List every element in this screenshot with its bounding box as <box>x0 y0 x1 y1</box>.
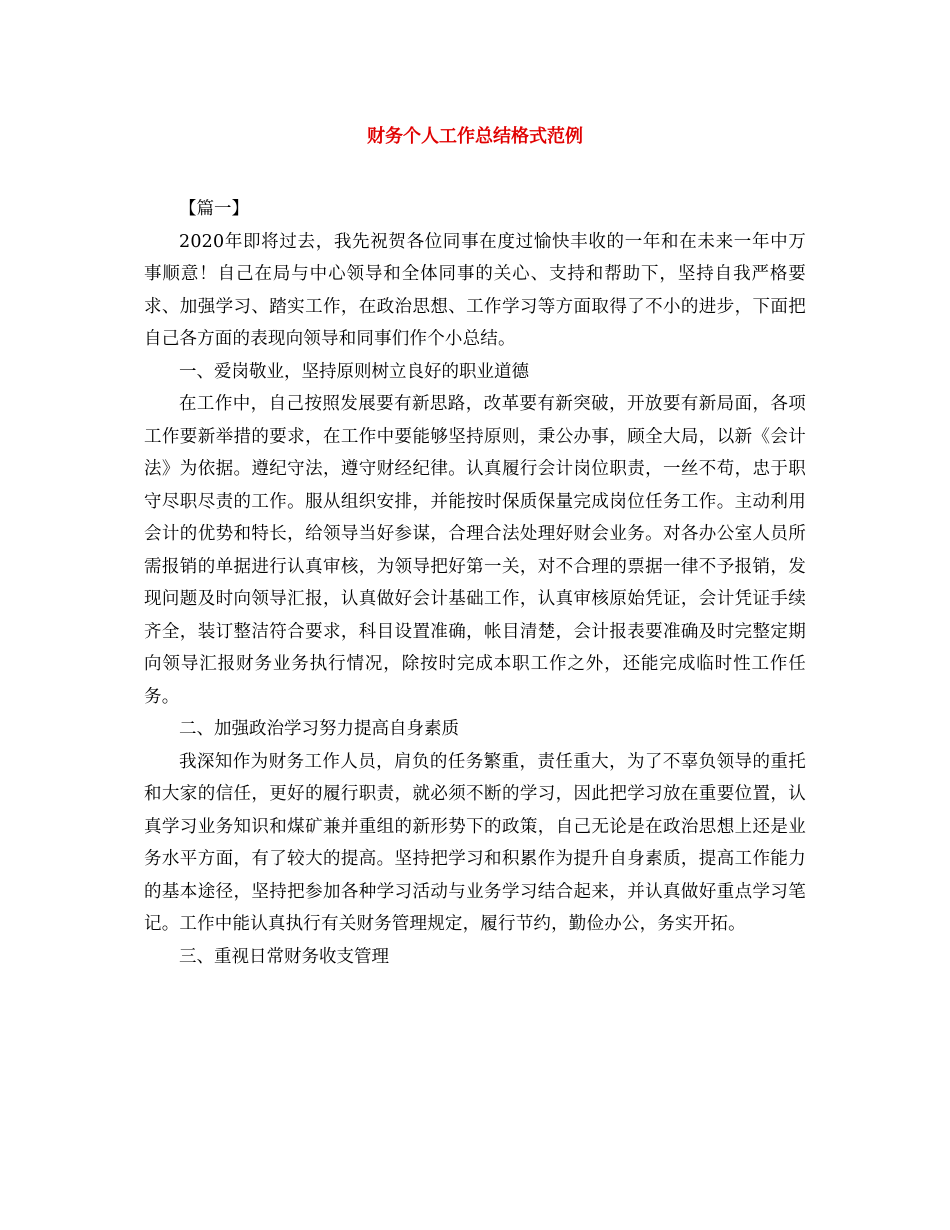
section-heading-1: 一、爱岗敬业，坚持原则树立良好的职业道德 <box>179 361 529 382</box>
section-heading-3: 三、重视日常财务收支管理 <box>179 946 389 967</box>
section-body-2: 我深知作为财务工作人员，肩负的任务繁重，责任重大，为了不辜负领导的重托和大家的信任，更好的履行职责，就必须不断的学习，因此把学习放在重要位置，认真学习业务知识和煤矿兼并重组的新形势下的政策，自己无论是在政治思想上还是业务水平方面，有了较大的提高。坚持把学习和积累作为提升自身素质，提高工作能力的基本途径，坚持把参加各种学习活动与业务学习结合起来，并认真做好重点学习笔记。工作中能认真执行有关财务管理规定，履行节约，勤俭办公，务实开拓。 <box>144 751 806 934</box>
document-title: 财务个人工作总结格式范例 <box>367 126 583 147</box>
section-tag: 【篇一】 <box>179 199 249 219</box>
section-body-1: 在工作中，自己按照发展要有新思路，改革要有新突破，开放要有新局面，各项工作要新举措的要求，在工作中要能够坚持原则，秉公办事，顾全大局，以新《会计法》为依据。遵纪守法，遵守财经纪律。认真履行会计岗位职责，一丝不苟，忠于职守尽职尽责的工作。服从组织安排，并能按时保质保量完成岗位任务工作。主动利用会计的优势和特长，给领导当好参谋，合理合法处理好财会业务。对各办公室人员所需报销的单据进行认真审核，为领导把好第一关，对不合理的票据一律不予报销，发现问题及时向领导汇报，认真做好会计基础工作，认真审核原始凭证，会计凭证手续齐全，装订整洁符合要求，科目设置准确，帐目清楚，会计报表要准确及时完整定期向领导汇报财务业务执行情况，除按时完成本职工作之外，还能完成临时性工作任务。 <box>144 394 806 707</box>
intro-paragraph: 2020年即将过去，我先祝贺各位同事在度过愉快丰收的一年和在未来一年中万事顺意！自己在局与中心领导和全体同事的关心、支持和帮助下，坚持自我严格要求、加强学习、踏实工作，在政治思想、工作学习等方面取得了不小的进步，下面把自己各方面的表现向领导和同事们作个小总结。 <box>144 231 806 349</box>
document-body <box>144 193 806 973</box>
section-heading-2: 二、加强政治学习努力提高自身素质 <box>179 719 459 739</box>
